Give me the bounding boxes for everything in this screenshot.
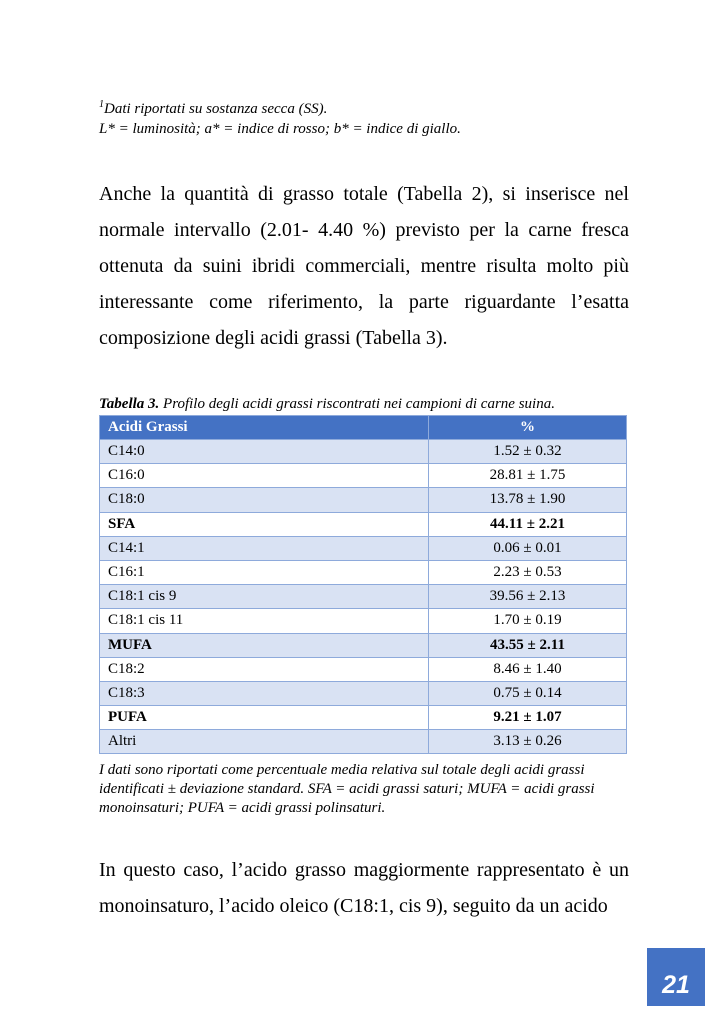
table-row: [100, 657, 627, 681]
footnote: [99, 99, 639, 139]
fatty-acid-name: C18:3: [100, 681, 429, 705]
page-number-box: [647, 948, 705, 1006]
table-header-fatty-acids: Acidi Grassi: [100, 416, 429, 440]
fatty-acid-percent: 2.23 ± 0.53: [429, 560, 627, 584]
fatty-acid-percent: 8.46 ± 1.40: [429, 657, 627, 681]
fatty-acid-percent: 1.70 ± 0.19: [429, 609, 627, 633]
table-row: [100, 585, 627, 609]
table-header-row: [100, 416, 627, 440]
fatty-acid-table: [99, 415, 627, 754]
table-row: [100, 512, 627, 536]
footnote-superscript: 1: [99, 99, 104, 110]
fatty-acid-name: C16:0: [100, 464, 429, 488]
body-paragraph-2: In questo caso, l’acido grasso maggiormente rappresentato è un monoinsaturo, l’acido oleico (C18:1, cis 9), seguito da un acido: [99, 859, 629, 917]
table-body: [100, 440, 627, 754]
footnote-line-1: [99, 99, 639, 119]
table-row: [100, 633, 627, 657]
fatty-acid-name: C18:1 cis 11: [100, 609, 429, 633]
footnote-line-2: L* = luminosità; a* = indice di rosso; b* = indice di giallo.: [99, 121, 461, 137]
table-header-percent: %: [429, 416, 627, 440]
table-caption: [99, 395, 659, 413]
fatty-acid-name: C14:0: [100, 440, 429, 464]
table-row: [100, 464, 627, 488]
fatty-acid-percent: 1.52 ± 0.32: [429, 440, 627, 464]
fatty-acid-percent: 43.55 ± 2.11: [429, 633, 627, 657]
fatty-acid-name: C14:1: [100, 536, 429, 560]
fatty-acid-name: PUFA: [100, 706, 429, 730]
fatty-acid-percent: 0.06 ± 0.01: [429, 536, 627, 560]
table-row: [100, 560, 627, 584]
fatty-acid-percent: 44.11 ± 2.21: [429, 512, 627, 536]
fatty-acid-percent: 0.75 ± 0.14: [429, 681, 627, 705]
fatty-acid-name: C18:1 cis 9: [100, 585, 429, 609]
fatty-acid-percent: 39.56 ± 2.13: [429, 585, 627, 609]
fatty-acid-name: SFA: [100, 512, 429, 536]
table-row: [100, 681, 627, 705]
table-row: [100, 730, 627, 754]
table-row: [100, 706, 627, 730]
footnote-text-1: Dati riportati su sostanza secca (SS).: [104, 101, 328, 117]
fatty-acid-name: C18:0: [100, 488, 429, 512]
table-note: I dati sono riportati come percentuale media relativa sul totale degli acidi grassi identificati ± deviazione standard. SFA = acidi grassi saturi; MUFA = acidi grassi monoinsaturi; PUFA = acidi grassi polinsaturi.: [99, 762, 595, 816]
table-row: [100, 488, 627, 512]
fatty-acid-percent: 28.81 ± 1.75: [429, 464, 627, 488]
table-row: [100, 536, 627, 560]
fatty-acid-name: Altri: [100, 730, 429, 754]
fatty-acid-percent: 13.78 ± 1.90: [429, 488, 627, 512]
fatty-acid-name: MUFA: [100, 633, 429, 657]
table-row: [100, 440, 627, 464]
fatty-acid-name: C16:1: [100, 560, 429, 584]
table-caption-text: Profilo degli acidi grassi riscontrati nei campioni di carne suina.: [159, 396, 555, 412]
table-row: [100, 609, 627, 633]
fatty-acid-name: C18:2: [100, 657, 429, 681]
page-number: 21: [662, 971, 690, 999]
fatty-acid-percent: 3.13 ± 0.26: [429, 730, 627, 754]
table-caption-label: Tabella 3.: [99, 396, 160, 412]
body-paragraph-1: Anche la quantità di grasso totale (Tabella 2), si inserisce nel normale intervallo (2.01- 4.40 %) previsto per la carne fresca ottenuta da suini ibridi commerciali, mentre risulta molto più interessante come riferimento, la parte riguardante l’esatta composizione degli acidi grassi (Tabella 3).: [99, 183, 629, 349]
fatty-acid-percent: 9.21 ± 1.07: [429, 706, 627, 730]
